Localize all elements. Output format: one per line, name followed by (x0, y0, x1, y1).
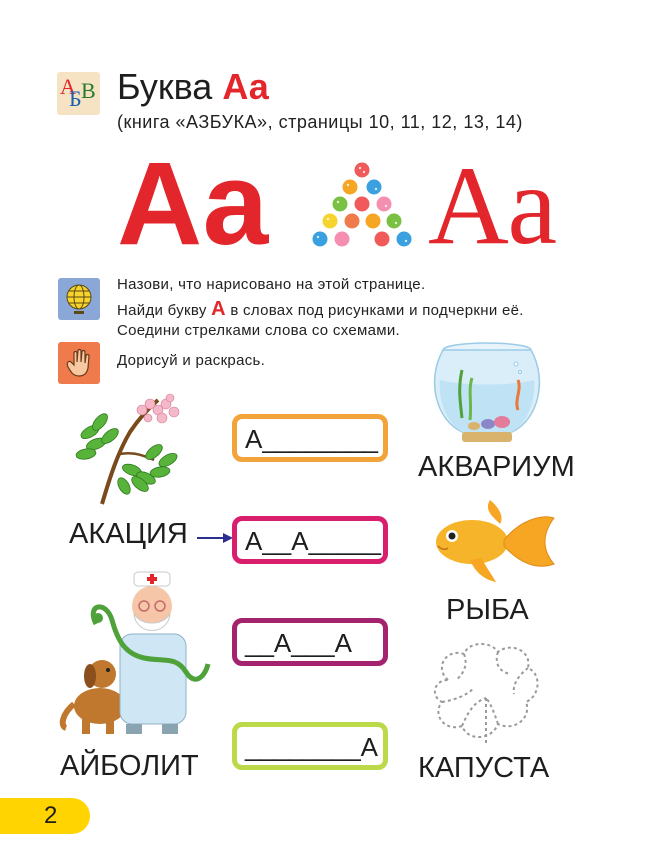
big-letter-print: Аа (117, 138, 268, 270)
word-akvarium: АКВАРИУМ (418, 451, 575, 483)
word-aibolit: АЙБОЛИТ (60, 750, 199, 782)
title-word: Буква (117, 66, 213, 107)
aquarium-illustration (432, 340, 542, 444)
instruction-find-letter (117, 298, 524, 321)
scheme-box-1 (232, 414, 388, 462)
hand-icon (58, 342, 100, 384)
scheme-text-1: А________ (245, 424, 379, 454)
acacia-branch-illustration (70, 392, 190, 510)
instruction-name-pictures: Назови, что нарисовано на этой странице. (117, 276, 426, 293)
word-ryba: РЫБА (446, 594, 529, 626)
instruction-find-after: в словах под рисунками и подчеркни её. (230, 302, 524, 319)
icon-letter-b: Б (69, 86, 82, 111)
scheme-box-3 (232, 618, 388, 666)
scheme-box-4 (232, 722, 388, 770)
instruction-connect-arrows: Соедини стрелками слова со схемами. (117, 322, 400, 339)
scheme-text-3: __А___А (245, 628, 352, 658)
word-kapusta: КАПУСТА (418, 752, 550, 784)
scheme-text-4: ________А (245, 732, 379, 762)
globe-icon (58, 278, 100, 320)
page-number: 2 (44, 802, 58, 829)
word-akatsiya: АКАЦИЯ (69, 518, 188, 550)
page-title (117, 66, 269, 108)
title-letter: Аа (222, 66, 269, 107)
scheme-text-2: А__А_____ (245, 526, 381, 556)
icon-letter-v: В (81, 78, 96, 103)
instruction-draw-color: Дорисуй и раскрась. (117, 352, 266, 369)
button-letter-a-illustration (302, 160, 422, 250)
goldfish-illustration (430, 494, 560, 586)
abv-letters-icon (57, 72, 100, 115)
connector-arrow (197, 532, 233, 544)
instruction-find-before: Найди букву (117, 302, 207, 319)
scheme-box-2 (232, 516, 388, 564)
page-subtitle: (книга «АЗБУКА», страницы 10, 11, 12, 13, 14) (117, 112, 523, 132)
doctor-aibolit-illustration (56, 564, 216, 746)
instruction-find-letter-a: А (211, 298, 226, 320)
cabbage-outline-illustration (428, 640, 544, 746)
page-number-tab (0, 798, 90, 834)
icon-letter-a: А (60, 74, 76, 99)
big-letter-serif: Аа (428, 144, 558, 268)
